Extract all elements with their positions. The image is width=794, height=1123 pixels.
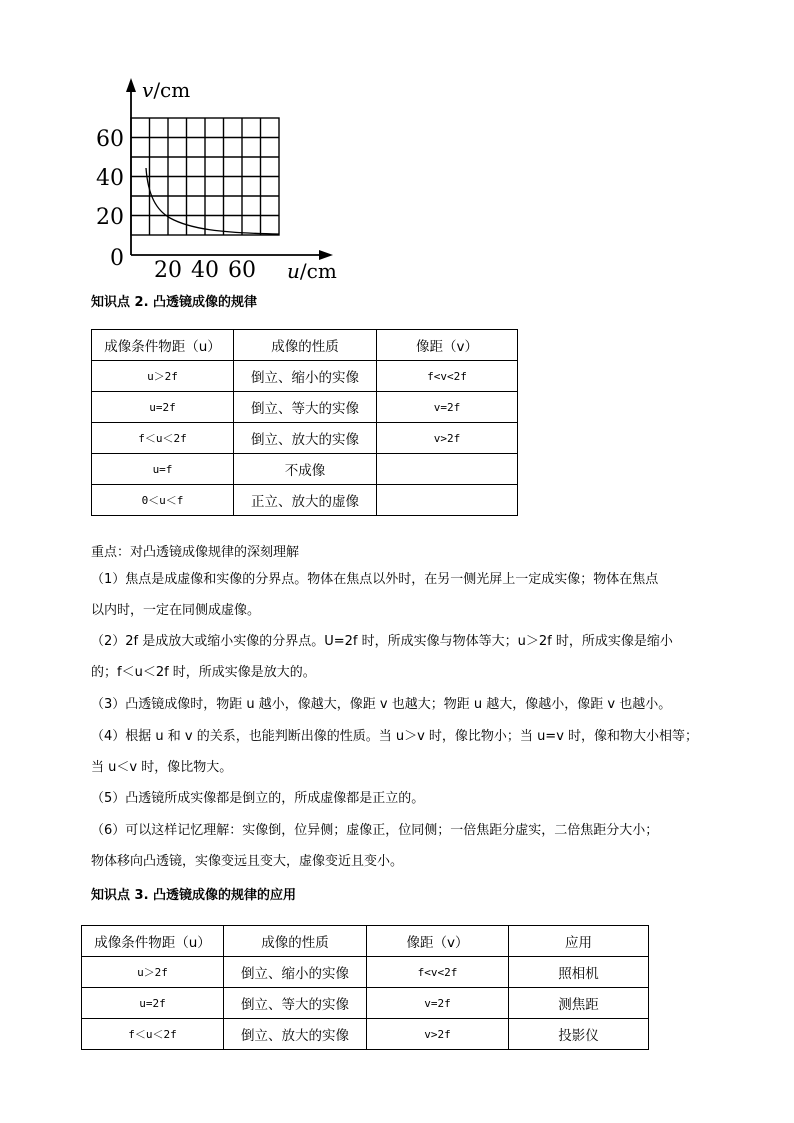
y-tick-60: 60 [96,127,124,152]
table-cell: v>2f [367,1019,509,1050]
table-cell: 倒立、放大的实像 [234,423,377,454]
header-cell: 像距（v） [377,330,518,361]
focus-line: 的；f＜u＜2f 时，所成实像是放大的。 [91,665,316,680]
table-cell: v=2f [367,988,509,1019]
focus-line: （5）凸透镜所成实像都是倒立的，所成虚像都是正立的。 [91,791,425,806]
table-row [82,957,649,988]
table-cell: f<v<2f [367,957,509,988]
header-cell: 成像条件物距（u） [82,926,224,957]
graph-axes [131,86,326,255]
table-row [92,423,518,454]
focus-line: 以内时，一定在同侧成虚像。 [91,603,261,618]
table-row [82,988,649,1019]
header-cell: 成像条件物距（u） [92,330,234,361]
x-tick-20: 20 [154,258,182,283]
table-cell: 0＜u＜f [92,485,234,516]
imaging-rules-table [91,329,518,516]
x-tick-60: 60 [228,258,256,283]
focus-line: （4）根据 u 和 v 的关系，也能判断出像的性质。当 u＞v 时，像比物小；当 u=v 时，像和物大小相等； [91,729,699,744]
focus-line: （2）2f 是成放大或缩小实像的分界点。U=2f 时，所成实像与物体等大；u＞2f 时，所成实像是缩小 [91,634,673,649]
table-cell: 倒立、缩小的实像 [234,361,377,392]
table-row [92,361,518,392]
focus-line: （6）可以这样记忆理解：实像倒，位异侧；虚像正，位同侧；一倍焦距分虚实，二倍焦距分大小； [91,823,659,838]
y-tick-20: 20 [96,205,124,230]
table-row [82,1019,649,1050]
y-axis-label: v/cm [142,78,191,102]
table-header-row [82,926,649,957]
focus-line: 物体移向凸透镜，实像变远且变大，虚像变近且变小。 [91,854,404,869]
distance-graph [0,0,794,290]
section2-heading: 知识点 2. 凸透镜成像的规律 [91,295,258,310]
table-cell: u=f [92,454,234,485]
table-cell: u＞2f [92,361,234,392]
table-cell: f<v<2f [377,361,518,392]
table-cell [377,454,518,485]
table-cell: v>2f [377,423,518,454]
graph-grid [131,118,279,235]
graph-curve [146,168,279,234]
y-axis-arrow [126,78,136,92]
table-cell: 倒立、缩小的实像 [224,957,367,988]
table-cell: 倒立、等大的实像 [234,392,377,423]
focus-line: 当 u＜v 时，像比物大。 [91,760,233,775]
table-cell: 投影仪 [509,1019,649,1050]
header-cell: 像距（v） [367,926,509,957]
table-cell: u=2f [82,988,224,1019]
applications-table [81,925,649,1050]
table-header-row [92,330,518,361]
table-row [92,454,518,485]
table-row [92,485,518,516]
section3-heading: 知识点 3. 凸透镜成像的规律的应用 [91,888,297,903]
table-cell: 测焦距 [509,988,649,1019]
table-cell: u=2f [92,392,234,423]
table-cell: 倒立、等大的实像 [224,988,367,1019]
y-tick-40: 40 [96,166,124,191]
table-cell: v=2f [377,392,518,423]
table-cell: u＞2f [82,957,224,988]
x-axis-label: u/cm [287,259,337,283]
header-cell: 成像的性质 [224,926,367,957]
x-tick-40: 40 [191,258,219,283]
focus-line: （1）焦点是成虚像和实像的分界点。物体在焦点以外时，在另一侧光屏上一定成实像；物体在焦点 [91,572,659,587]
focus-title: 重点：对凸透镜成像规律的深刻理解 [91,545,300,560]
focus-line: （3）凸透镜成像时，物距 u 越小，像越大，像距 v 也越大；物距 u 越大，像越小，像距 v 也越小。 [91,697,672,712]
table-cell: 正立、放大的虚像 [234,485,377,516]
table-cell: 照相机 [509,957,649,988]
header-cell: 成像的性质 [234,330,377,361]
table-row [92,392,518,423]
table-cell: f＜u＜2f [92,423,234,454]
table-cell [377,485,518,516]
table-cell: 不成像 [234,454,377,485]
table-cell: 倒立、放大的实像 [224,1019,367,1050]
table-cell: f＜u＜2f [82,1019,224,1050]
origin-label: 0 [110,246,124,271]
header-cell: 应用 [509,926,649,957]
